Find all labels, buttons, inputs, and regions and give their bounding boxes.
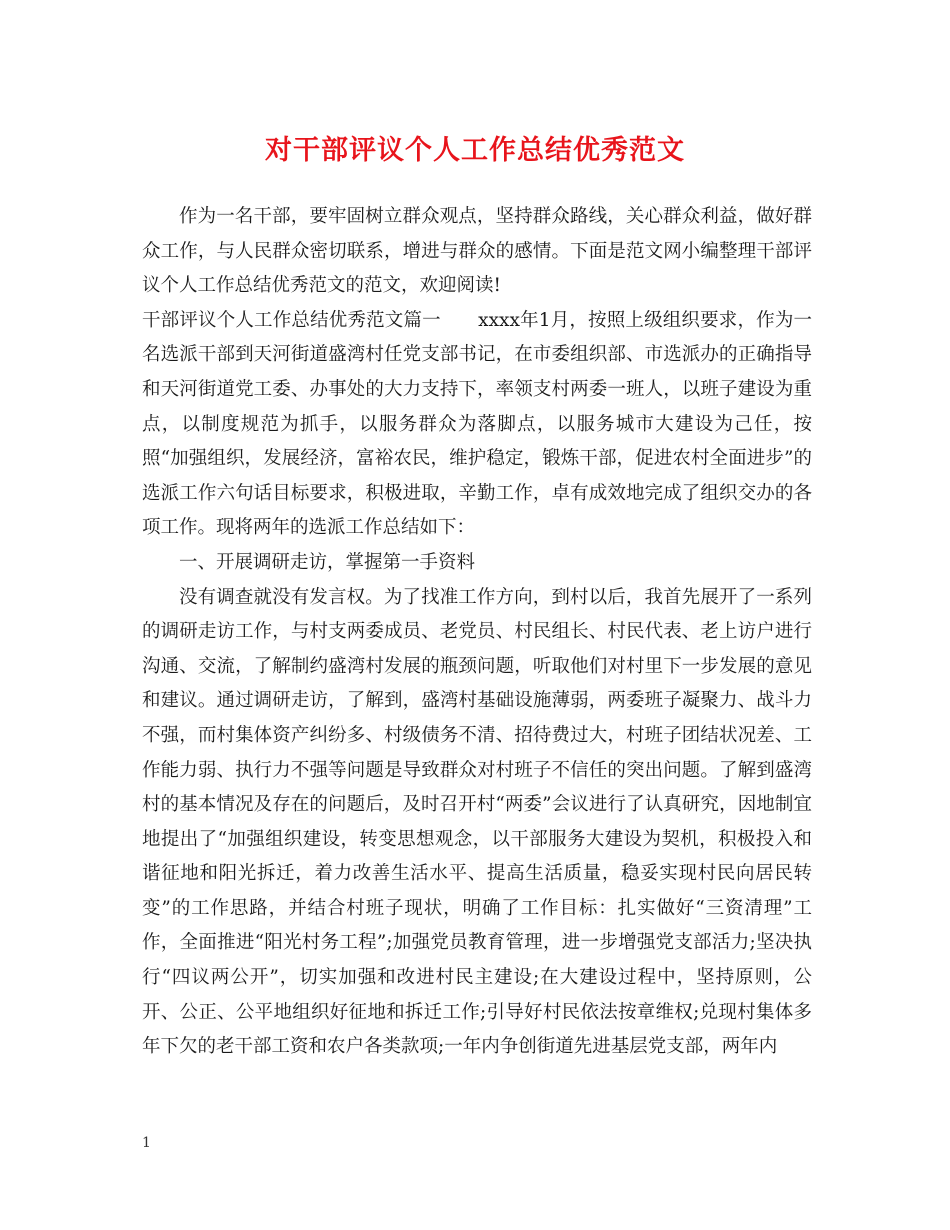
intro-paragraph: 作为一名干部，要牢固树立群众观点，坚持群众路线，关心群众利益，做好群众工作，与人民群众密切联系，增进与群众的感情。下面是范文网小编整理干部评议个人工作总结优秀范文的范文，欢迎阅读!: [142, 206, 812, 297]
document-title: 对干部评议个人工作总结优秀范文: [265, 135, 685, 166]
section-paragraph: 干部评议个人工作总结优秀范文篇一 xxxx年1月，按照上级组织要求，作为一名选派干部到天河街道盛湾村任党支部书记，在市委组织部、市选派办的正确指导和天河街道党工委、办事处的大力支持下，率领支村两委一班人，以班子建设为重点，以制度规范为抓手，以服务群众为落脚点，以服务城市大建设为己任，按照“加强组织，发展经济，富裕农民，维护稳定，锻炼干部，促进农村全面进步”的选派工作六句话目标要求，积极进取，辛勤工作，卓有成效地完成了组织交办的各项工作。现将两年的选派工作总结如下：: [142, 309, 812, 539]
body-paragraph: 没有调查就没有发言权。为了找准工作方向，到村以后，我首先展开了一系列的调研走访工作，与村支两委成员、老党员、村民组长、村民代表、老上访户进行沟通、交流，了解制约盛湾村发展的瓶颈问题，听取他们对村里下一步发展的意见和建议。通过调研走访，了解到，盛湾村基础设施薄弱，两委班子凝聚力、战斗力不强，而村集体资产纠纷多、村级债务不清、招待费过大，村班子团结状况差、工作能力弱、执行力不强等问题是导致群众对村班子不信任的突出问题。了解到盛湾村的基本情况及存在的问题后，及时召开村“两委”会议进行了认真研究，因地制宜地提出了“加强组织建设，转变思想观念，以干部服务大建设为契机，积极投入和谐征地和阳光拆迁，着力改善生活水平、提高生活质量，稳妥实现村民向居民转变”的工作思路，并结合村班子现状，明确了工作目标：扎实做好“三资清理”工作，全面推进“阳光村务工程”;加强党员教育管理，进一步增强党支部活力;坚决执行“四议两公开”，切实加强和改进村民主建设;在大建设过程中，坚持原则，公开、公正、公平地组织好征地和拆迁工作;引导好村民依法按章维权;兑现村集体多年下欠的老干部工资和农户各类款项;一年内争创街道先进基层党支部，两年内: [142, 586, 812, 1058]
section-heading: 一、开展调研走访，掌握第一手资料: [179, 551, 476, 573]
document-body: [142, 200, 812, 1065]
page-number: 1: [142, 1135, 151, 1151]
